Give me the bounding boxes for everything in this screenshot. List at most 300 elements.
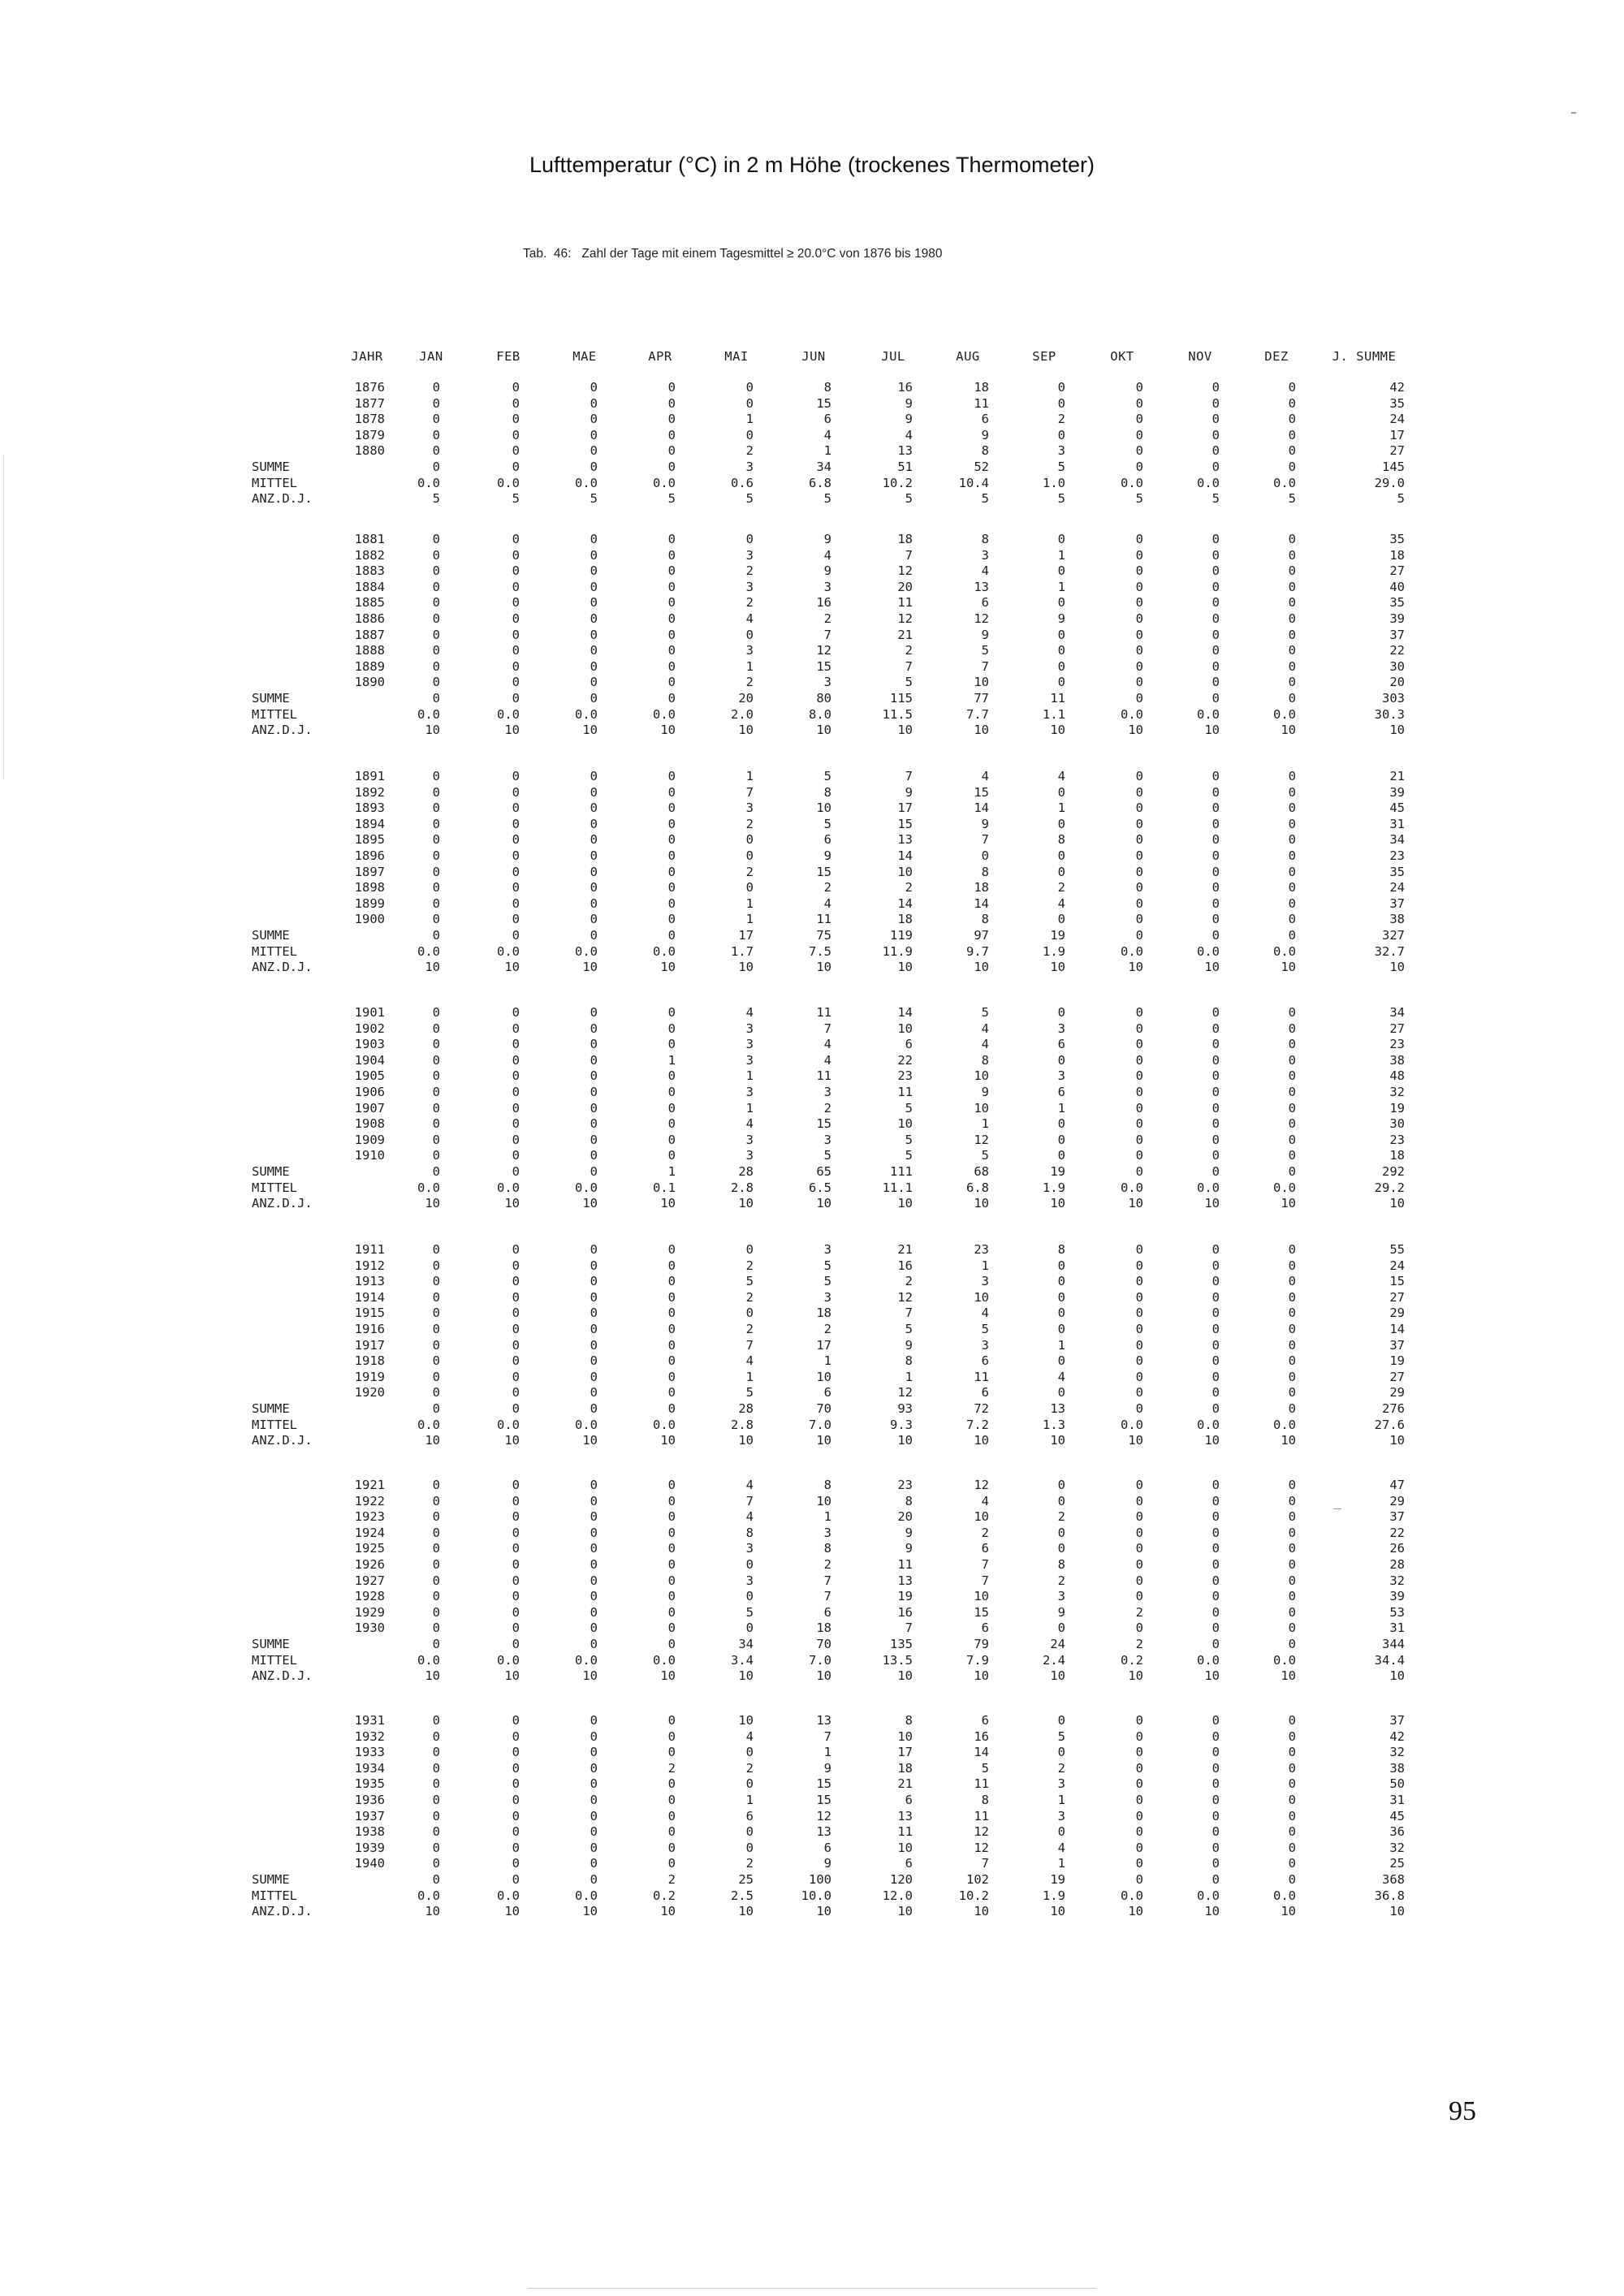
value-cell: 0 [667, 627, 676, 642]
summary-anz-cell: 10 [1281, 960, 1296, 975]
value-cell: 0 [667, 1068, 676, 1084]
value-cell: 12 [974, 1840, 989, 1855]
value-cell: 0 [512, 1148, 520, 1163]
year-cell: 1934 [354, 1760, 385, 1776]
value-cell: 11 [897, 1557, 913, 1572]
value-cell: 0 [1057, 912, 1065, 927]
value-cell: 0 [667, 1604, 676, 1620]
value-cell: 0 [1288, 643, 1296, 658]
value-cell: 0 [512, 1589, 520, 1604]
summary-anz-cell: 10 [660, 723, 676, 738]
value-cell: 0 [667, 1793, 676, 1807]
value-cell: 2 [745, 1258, 754, 1273]
value-cell: 0 [1288, 1541, 1296, 1556]
value-cell: 0 [1212, 427, 1220, 442]
summary-summe-cell: 0 [1135, 1164, 1143, 1179]
summary-summe-cell: 19 [1050, 1872, 1065, 1887]
value-cell: 13 [897, 1573, 913, 1588]
value-cell: 0 [1135, 1557, 1143, 1572]
value-cell: 0 [981, 848, 989, 863]
year-cell: 1925 [354, 1541, 385, 1556]
summary-label-summe: SUMME [252, 1637, 290, 1651]
value-cell: 0 [590, 547, 598, 563]
value-cell: 0 [512, 1604, 520, 1620]
value-cell: 2 [905, 880, 913, 896]
value-cell: 0 [512, 611, 520, 626]
year-cell: 1917 [354, 1337, 385, 1353]
year-cell: 1881 [354, 532, 385, 546]
summary-summe-cell: 0 [1135, 460, 1143, 474]
value-cell: 20 [897, 1509, 913, 1525]
value-cell: 0 [1288, 769, 1296, 783]
value-cell: 3 [981, 547, 989, 563]
summary-anz-cell: 10 [1204, 1904, 1220, 1919]
summary-mittel-cell: 1.9 [1043, 943, 1065, 959]
summary-mittel-cell: 0.0 [497, 475, 520, 490]
value-cell: 8 [823, 1541, 831, 1556]
year-cell: 1877 [354, 395, 385, 411]
value-cell: 0 [1057, 1621, 1065, 1636]
summary-anz-cell: 10 [425, 1433, 440, 1448]
summary-mittel-cell: 12.0 [882, 1888, 913, 1903]
value-cell: 0 [512, 801, 520, 816]
value-cell: 0 [590, 1745, 598, 1760]
value-cell: 0 [1135, 1760, 1143, 1776]
column-header-aug: AUG [956, 349, 980, 364]
value-cell: 0 [1135, 1369, 1143, 1384]
table-caption: Tab. 46: Zahl der Tage mit einem Tagesmittel ≥ 20.0°C von 1876 bis 1980 [523, 247, 943, 261]
summary-mittel-cell: 0.0 [575, 1417, 598, 1432]
value-cell: 3 [745, 643, 754, 658]
value-cell: 0 [1135, 801, 1143, 816]
value-cell: 4 [981, 563, 989, 579]
value-cell: 0 [1212, 563, 1220, 579]
value-cell: 2 [1057, 880, 1065, 896]
value-cell: 0 [512, 1132, 520, 1147]
summary-anz-cell: 10 [660, 1668, 676, 1684]
value-cell: 0 [1135, 1525, 1143, 1540]
value-cell: 12 [897, 1289, 913, 1305]
value-cell: 0 [432, 1808, 440, 1823]
value-cell: 2 [745, 1322, 754, 1336]
summary-summe-cell: 17 [738, 928, 754, 943]
value-cell: 0 [1288, 1274, 1296, 1289]
summary-summe-cell: 0 [512, 1637, 520, 1651]
value-cell: 0 [1057, 1258, 1065, 1273]
summary-mittel-cell: 10.2 [958, 1888, 989, 1903]
summary-label-anz: ANZ.D.J. [252, 1668, 313, 1684]
summary-mittel-cell: 7.5 [809, 943, 831, 959]
value-cell: 0 [1212, 380, 1220, 395]
value-cell: 0 [432, 1573, 440, 1588]
value-cell: 6 [823, 1840, 831, 1855]
value-cell: 0 [667, 1493, 676, 1508]
value-cell: 0 [667, 1856, 676, 1871]
value-cell: 0 [432, 1100, 440, 1116]
value-cell: 0 [1135, 1132, 1143, 1147]
value-cell: 0 [1288, 1713, 1296, 1728]
value-cell: 0 [590, 848, 598, 863]
value-cell: 0 [1212, 1369, 1220, 1384]
value-cell: 6 [905, 1856, 913, 1871]
value-cell: 15 [816, 1776, 831, 1792]
summary-mittel-cell: 7.9 [966, 1652, 989, 1668]
value-cell: 0 [1212, 1242, 1220, 1257]
value-cell: 0 [667, 1589, 676, 1604]
value-cell: 0 [1288, 1322, 1296, 1336]
value-cell: 0 [1057, 1541, 1065, 1556]
value-cell: 0 [590, 1322, 598, 1336]
value-cell: 0 [590, 1274, 598, 1289]
scan-speck [1333, 1508, 1341, 1509]
summary-summe-cell: 119 [890, 928, 913, 943]
value-cell: 0 [1135, 675, 1143, 690]
value-cell: 0 [432, 1052, 440, 1068]
value-cell: 0 [745, 1557, 754, 1572]
value-cell: 8 [981, 443, 989, 459]
value-cell: 0 [1057, 1745, 1065, 1760]
value-cell: 0 [667, 1745, 676, 1760]
value-cell: 0 [1212, 769, 1220, 783]
summary-summe-cell: 0 [432, 1872, 440, 1887]
value-cell: 0 [590, 427, 598, 442]
summary-summe-cell: 344 [1382, 1637, 1405, 1651]
value-cell: 3 [823, 1289, 831, 1305]
value-cell: 2 [905, 643, 913, 658]
year-cell: 1912 [354, 1258, 385, 1273]
value-cell: 0 [1057, 563, 1065, 579]
value-cell: 0 [590, 1760, 598, 1776]
value-cell: 0 [512, 1493, 520, 1508]
value-cell: 2 [745, 864, 754, 879]
value-cell: 10 [816, 801, 831, 816]
value-cell: 0 [512, 816, 520, 831]
value-cell: 0 [432, 1621, 440, 1636]
value-cell: 12 [897, 563, 913, 579]
value-cell: 37 [1389, 1337, 1405, 1353]
value-cell: 7 [905, 769, 913, 783]
summary-mittel-cell: 2.0 [731, 706, 754, 722]
year-cell: 1897 [354, 864, 385, 879]
year-cell: 1876 [354, 380, 385, 395]
value-cell: 0 [745, 1621, 754, 1636]
value-cell: 9 [823, 848, 831, 863]
value-cell: 18 [1389, 547, 1405, 563]
value-cell: 0 [667, 563, 676, 579]
value-cell: 1 [823, 1509, 831, 1525]
value-cell: 0 [590, 1148, 598, 1163]
summary-mittel-cell: 0.0 [575, 1180, 598, 1195]
value-cell: 0 [1212, 801, 1220, 816]
summary-anz-cell: 10 [1050, 723, 1065, 738]
value-cell: 0 [1288, 1005, 1296, 1020]
value-cell: 0 [512, 1541, 520, 1556]
value-cell: 15 [816, 1793, 831, 1807]
value-cell: 45 [1389, 1808, 1405, 1823]
value-cell: 0 [512, 1274, 520, 1289]
value-cell: 48 [1389, 1068, 1405, 1084]
value-cell: 0 [590, 1589, 598, 1604]
value-cell: 0 [432, 658, 440, 674]
value-cell: 5 [745, 1385, 754, 1400]
summary-summe-cell: 0 [590, 1401, 598, 1416]
value-cell: 8 [1057, 1557, 1065, 1572]
value-cell: 0 [1135, 1274, 1143, 1289]
summary-mittel-cell: 0.0 [653, 706, 676, 722]
summary-summe-cell: 28 [738, 1164, 754, 1179]
value-cell: 0 [1288, 1353, 1296, 1369]
value-cell: 0 [512, 1824, 520, 1840]
value-cell: 0 [1212, 1745, 1220, 1760]
value-cell: 10 [974, 675, 989, 690]
value-cell: 6 [981, 595, 989, 611]
value-cell: 39 [1389, 784, 1405, 800]
summary-mittel-cell: 0.0 [497, 706, 520, 722]
summary-summe-cell: 20 [738, 691, 754, 706]
year-cell: 1910 [354, 1148, 385, 1163]
value-cell: 3 [981, 1274, 989, 1289]
value-cell: 0 [1288, 848, 1296, 863]
value-cell: 2 [1135, 1604, 1143, 1620]
summary-summe-cell: 70 [816, 1637, 831, 1651]
value-cell: 3 [745, 1541, 754, 1556]
year-cell: 1916 [354, 1322, 385, 1336]
value-cell: 0 [432, 443, 440, 459]
value-cell: 0 [1212, 627, 1220, 642]
value-cell: 18 [816, 1306, 831, 1321]
value-cell: 0 [667, 412, 676, 427]
summary-anz-cell: 10 [816, 960, 831, 975]
value-cell: 1 [823, 1745, 831, 1760]
value-cell: 0 [667, 547, 676, 563]
value-cell: 1 [1057, 1856, 1065, 1871]
summary-label-mittel: MITTEL [252, 1888, 297, 1903]
value-cell: 0 [1288, 1068, 1296, 1084]
value-cell: 50 [1389, 1776, 1405, 1792]
year-cell: 1894 [354, 816, 385, 831]
summary-anz-cell: 10 [974, 1196, 989, 1211]
summary-mittel-cell: 1.1 [1043, 706, 1065, 722]
value-cell: 2 [745, 1760, 754, 1776]
value-cell: 0 [432, 547, 440, 563]
value-cell: 10 [816, 1369, 831, 1384]
summary-anz-cell: 10 [974, 1904, 989, 1919]
value-cell: 29 [1389, 1385, 1405, 1400]
summary-mittel-cell: 2.4 [1043, 1652, 1065, 1668]
summary-anz-cell: 10 [504, 723, 520, 738]
value-cell: 53 [1389, 1604, 1405, 1620]
value-cell: 0 [590, 832, 598, 848]
value-cell: 5 [981, 1322, 989, 1336]
value-cell: 0 [1135, 1037, 1143, 1052]
summary-summe-cell: 145 [1382, 460, 1405, 474]
value-cell: 0 [667, 848, 676, 863]
value-cell: 0 [667, 611, 676, 626]
value-cell: 0 [512, 848, 520, 863]
summary-summe-cell: 65 [816, 1164, 831, 1179]
summary-summe-cell: 0 [1212, 691, 1220, 706]
summary-mittel-cell: 7.0 [809, 1652, 831, 1668]
value-cell: 0 [745, 1589, 754, 1604]
value-cell: 0 [590, 627, 598, 642]
value-cell: 0 [1288, 1573, 1296, 1588]
value-cell: 0 [1288, 1085, 1296, 1099]
value-cell: 0 [432, 1493, 440, 1508]
summary-anz-cell: 10 [582, 960, 598, 975]
summary-anz-cell: 5 [667, 491, 676, 507]
value-cell: 31 [1389, 816, 1405, 831]
value-cell: 0 [745, 1306, 754, 1321]
summary-label-anz: ANZ.D.J. [252, 1904, 313, 1919]
year-cell: 1887 [354, 627, 385, 642]
value-cell: 19 [1389, 1353, 1405, 1369]
value-cell: 0 [512, 1385, 520, 1400]
year-cell: 1918 [354, 1353, 385, 1369]
value-cell: 19 [897, 1589, 913, 1604]
value-cell: 2 [745, 1856, 754, 1871]
value-cell: 1 [1057, 1793, 1065, 1807]
page-title: Lufttemperatur (°C) in 2 m Höhe (trockenes Thermometer) [529, 153, 1095, 177]
value-cell: 5 [823, 1148, 831, 1163]
column-header-jahr: JAHR [351, 349, 383, 364]
value-cell: 0 [1057, 595, 1065, 611]
value-cell: 0 [590, 563, 598, 579]
value-cell: 0 [1135, 1148, 1143, 1163]
value-cell: 0 [1288, 532, 1296, 546]
value-cell: 16 [974, 1728, 989, 1744]
value-cell: 0 [1135, 1728, 1143, 1744]
value-cell: 0 [512, 412, 520, 427]
year-cell: 1933 [354, 1745, 385, 1760]
value-cell: 0 [512, 896, 520, 911]
summary-mittel-cell: 0.0 [575, 475, 598, 490]
summary-anz-cell: 10 [660, 1904, 676, 1919]
value-cell: 0 [667, 1353, 676, 1369]
summary-anz-cell: 10 [1204, 960, 1220, 975]
summary-mittel-cell: 3.4 [731, 1652, 754, 1668]
summary-anz-cell: 10 [660, 1433, 676, 1448]
summary-summe-cell: 115 [890, 691, 913, 706]
value-cell: 0 [1212, 896, 1220, 911]
value-cell: 10 [897, 1116, 913, 1132]
value-cell: 0 [512, 1509, 520, 1525]
summary-summe-cell: 2 [1135, 1637, 1143, 1651]
summary-mittel-cell: 0.0 [653, 943, 676, 959]
value-cell: 2 [745, 595, 754, 611]
value-cell: 2 [745, 816, 754, 831]
value-cell: 0 [512, 784, 520, 800]
value-cell: 0 [1212, 595, 1220, 611]
value-cell: 4 [823, 1037, 831, 1052]
value-cell: 0 [590, 1289, 598, 1305]
summary-mittel-cell: 0.0 [1197, 475, 1220, 490]
summary-summe-cell: 52 [974, 460, 989, 474]
value-cell: 17 [1389, 427, 1405, 442]
summary-summe-cell: 0 [1212, 1872, 1220, 1887]
value-cell: 0 [512, 443, 520, 459]
value-cell: 0 [512, 380, 520, 395]
year-cell: 1923 [354, 1509, 385, 1525]
value-cell: 0 [1288, 1289, 1296, 1305]
summary-mittel-cell: 0.0 [1273, 706, 1296, 722]
summary-mittel-cell: 1.7 [731, 943, 754, 959]
value-cell: 0 [1135, 1306, 1143, 1321]
value-cell: 0 [1212, 1337, 1220, 1353]
value-cell: 4 [823, 427, 831, 442]
value-cell: 4 [823, 547, 831, 563]
summary-anz-cell: 10 [1050, 1433, 1065, 1448]
value-cell: 0 [1135, 1322, 1143, 1336]
value-cell: 20 [1389, 675, 1405, 690]
value-cell: 0 [590, 595, 598, 611]
value-cell: 0 [1288, 1604, 1296, 1620]
value-cell: 0 [1212, 1289, 1220, 1305]
summary-anz-cell: 10 [660, 1196, 676, 1211]
summary-mittel-cell: 0.0 [417, 1180, 440, 1195]
value-cell: 15 [816, 864, 831, 879]
value-cell: 37 [1389, 1509, 1405, 1525]
scan-speck [528, 2288, 1096, 2289]
value-cell: 0 [1135, 1856, 1143, 1871]
value-cell: 6 [823, 412, 831, 427]
summary-summe-cell: 0 [667, 1637, 676, 1651]
value-cell: 0 [1212, 1306, 1220, 1321]
value-cell: 0 [1212, 658, 1220, 674]
value-cell: 0 [1288, 611, 1296, 626]
value-cell: 0 [745, 380, 754, 395]
value-cell: 0 [1212, 1353, 1220, 1369]
value-cell: 0 [512, 1713, 520, 1728]
value-cell: 8 [981, 864, 989, 879]
year-cell: 1888 [354, 643, 385, 658]
value-cell: 7 [981, 1557, 989, 1572]
value-cell: 0 [667, 1005, 676, 1020]
value-cell: 0 [1288, 1369, 1296, 1384]
value-cell: 0 [667, 1337, 676, 1353]
value-cell: 0 [1135, 1745, 1143, 1760]
value-cell: 0 [1288, 579, 1296, 594]
summary-mittel-cell: 0.0 [497, 1417, 520, 1432]
value-cell: 0 [1212, 412, 1220, 427]
value-cell: 0 [667, 816, 676, 831]
value-cell: 0 [432, 784, 440, 800]
value-cell: 0 [1135, 1493, 1143, 1508]
summary-mittel-cell: 6.8 [809, 475, 831, 490]
value-cell: 8 [1057, 832, 1065, 848]
summary-mittel-cell: 10.2 [882, 475, 913, 490]
value-cell: 15 [974, 784, 989, 800]
summary-label-anz: ANZ.D.J. [252, 491, 313, 507]
value-cell: 3 [745, 1132, 754, 1147]
value-cell: 0 [432, 1776, 440, 1792]
value-cell: 21 [897, 1242, 913, 1257]
summary-label-summe: SUMME [252, 460, 290, 474]
year-cell: 1891 [354, 769, 385, 783]
value-cell: 0 [512, 1037, 520, 1052]
summary-mittel-cell: 0.0 [497, 1888, 520, 1903]
value-cell: 0 [1212, 1525, 1220, 1540]
value-cell: 7 [905, 1306, 913, 1321]
value-cell: 11 [816, 912, 831, 927]
summary-summe-cell: 19 [1050, 928, 1065, 943]
value-cell: 0 [1135, 1085, 1143, 1099]
value-cell: 11 [974, 395, 989, 411]
value-cell: 2 [745, 443, 754, 459]
summary-anz-cell: 10 [1204, 1196, 1220, 1211]
value-cell: 8 [823, 1478, 831, 1492]
value-cell: 42 [1389, 380, 1405, 395]
value-cell: 0 [1288, 1745, 1296, 1760]
